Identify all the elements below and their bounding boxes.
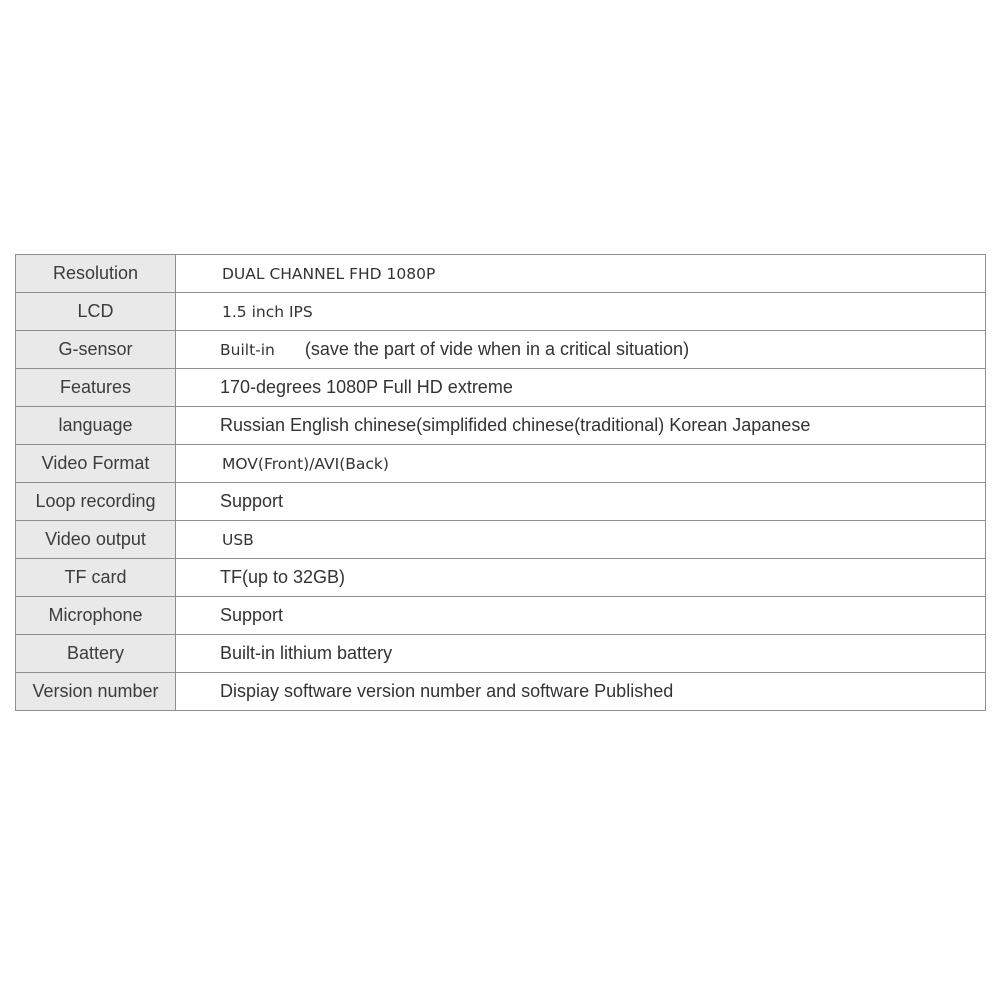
spec-label-video-format: Video Format: [16, 445, 176, 483]
spec-value-microphone: Support: [176, 597, 986, 635]
spec-value-resolution: DUAL CHANNEL FHD 1080P: [176, 255, 986, 293]
table-row: [16, 369, 986, 407]
spec-table: [15, 254, 986, 711]
spec-value-video-output: USB: [176, 521, 986, 559]
spec-value-tf-card: TF(up to 32GB): [176, 559, 986, 597]
table-row: [16, 483, 986, 521]
spec-label-battery: Battery: [16, 635, 176, 673]
table-row: [16, 445, 986, 483]
spec-label-resolution: Resolution: [16, 255, 176, 293]
table-row: [16, 407, 986, 445]
spec-label-loop-recording: Loop recording: [16, 483, 176, 521]
spec-label-version-number: Version number: [16, 673, 176, 711]
table-row: [16, 255, 986, 293]
spec-label-tf-card: TF card: [16, 559, 176, 597]
spec-value-video-format: MOV(Front)/AVI(Back): [176, 445, 986, 483]
spec-value-features: 170-degrees 1080P Full HD extreme: [176, 369, 986, 407]
table-row: [16, 331, 986, 369]
spec-label-g-sensor: G-sensor: [16, 331, 176, 369]
spec-value-loop-recording: Support: [176, 483, 986, 521]
table-row: [16, 521, 986, 559]
spec-label-language: language: [16, 407, 176, 445]
spec-label-microphone: Microphone: [16, 597, 176, 635]
spec-label-lcd: LCD: [16, 293, 176, 331]
spec-value-version-number: Dispiay software version number and software Published: [176, 673, 986, 711]
table-row: [16, 635, 986, 673]
table-row: [16, 559, 986, 597]
spec-label-features: Features: [16, 369, 176, 407]
spec-value-g-sensor: [176, 331, 986, 369]
g-sensor-value: Built-in: [220, 341, 275, 359]
table-row: [16, 293, 986, 331]
spec-value-language: Russian English chinese(simplifided chinese(traditional) Korean Japanese: [176, 407, 986, 445]
spec-value-battery: Built-in lithium battery: [176, 635, 986, 673]
table-row: [16, 597, 986, 635]
spec-value-lcd: 1.5 inch IPS: [176, 293, 986, 331]
table-row: [16, 673, 986, 711]
g-sensor-note: (save the part of vide when in a critical situation): [304, 339, 690, 359]
spec-label-video-output: Video output: [16, 521, 176, 559]
